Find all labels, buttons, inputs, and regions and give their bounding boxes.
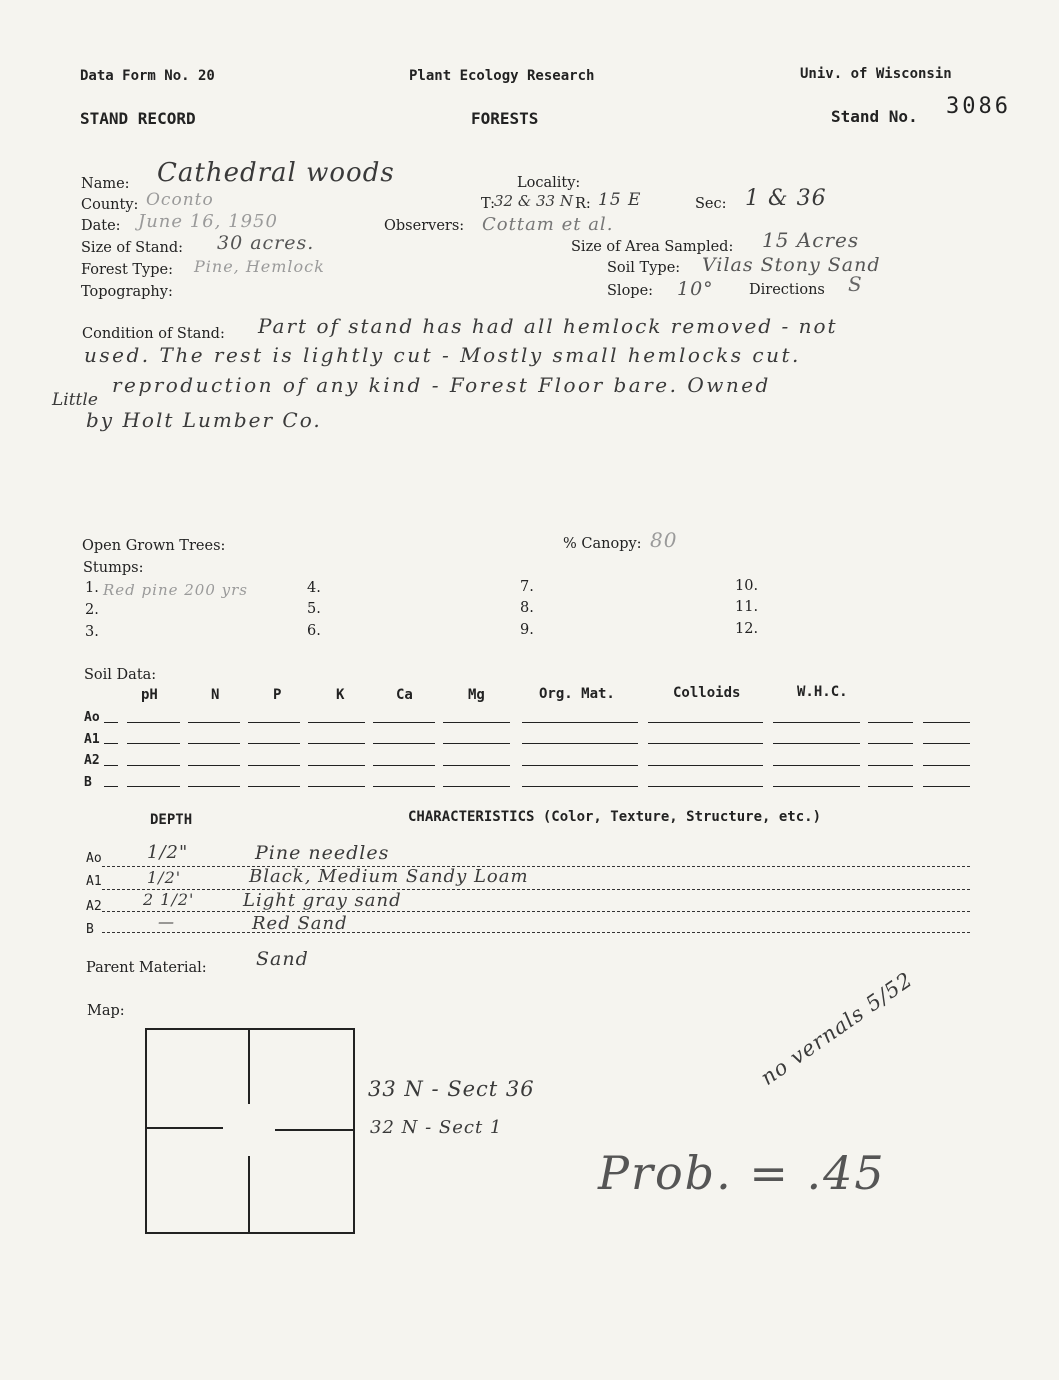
section-value: 1 & 36 [745,186,827,211]
soil-col-header: Colloids [673,685,741,701]
slope-label: Slope: [607,283,654,299]
horizon-label: A2 [86,899,102,914]
stump-number: 8. [520,600,534,616]
horizon-label: A1 [86,874,102,889]
soil-row-label: B [84,775,92,790]
soil-blank-line [188,743,240,744]
size-area-label: Size of Area Sampled: [571,239,734,255]
township-value: 32 & 33 N [494,192,573,210]
vernals-note: no vernals 5/52 [756,967,918,1090]
soil-blank-line [188,765,240,766]
section-map [145,1028,355,1234]
soil-blank-line [373,743,435,744]
horizon-desc: Pine needles [255,842,390,864]
univ-name: Univ. of Wisconsin [800,66,952,82]
soil-blank-line [868,743,913,744]
horizon-depth: — [158,912,175,931]
soil-blank-line [104,786,118,787]
range-label: R: [575,196,591,212]
stump-number: 11. [735,599,759,615]
soil-blank-line [188,786,240,787]
forest-type-label: Forest Type: [81,262,173,278]
soil-blank-line [923,743,970,744]
stump-number: 10. [735,578,759,594]
stand-number: 3086 [946,94,1011,119]
topography-label: Topography: [81,284,173,300]
stump-number: 6. [307,623,321,639]
observers-value: Cottam et al. [482,214,614,235]
directions-label: Directions [749,282,825,298]
soil-type-value: Vilas Stony Sand [702,254,881,276]
horizon-depth: 2 1/2' [143,890,195,909]
soil-blank-line [522,722,638,723]
observers-label: Observers: [384,218,465,234]
horizon-depth: 1/2" [147,842,189,863]
soil-blank-line [188,722,240,723]
soil-blank-line [373,765,435,766]
soil-blank-line [248,743,300,744]
soil-blank-line [923,786,970,787]
horizon-label: B [86,922,94,937]
soil-blank-line [868,786,913,787]
soil-row-label: A1 [84,732,100,747]
name-value: Cathedral woods [157,158,395,188]
name-label: Name: [81,176,130,192]
county-label: County: [81,197,139,213]
forest-type-value: Pine, Hemlock [194,257,325,276]
soil-blank-line [773,786,860,787]
soil-blank-line [373,722,435,723]
condition-line-1: Part of stand has had all hemlock removed - not [258,314,838,338]
soil-blank-line [127,765,180,766]
soil-col-header: N [211,687,220,703]
canopy-label: % Canopy: [563,536,642,552]
horizon-line [102,932,970,933]
soil-col-header: W.H.C. [797,684,848,700]
soil-blank-line [443,743,510,744]
date-value: June 16, 1950 [138,211,278,232]
soil-blank-line [522,743,638,744]
horizon-desc: Light gray sand [243,890,402,911]
soil-blank-line [923,765,970,766]
size-area-value: 15 Acres [762,228,860,252]
map-note-2: 32 N - Sect 1 [370,1117,503,1138]
stump-value: Red pine 200 yrs [103,581,248,599]
map-label: Map: [87,1003,125,1019]
horizon-depth: 1/2' [147,868,182,887]
soil-row-label: Ao [84,710,100,725]
horizon-desc: Black, Medium Sandy Loam [249,866,529,887]
soil-blank-line [868,722,913,723]
soil-blank-line [104,765,118,766]
soil-blank-line [648,743,763,744]
slope-value: 10° [677,278,714,300]
soil-blank-line [308,743,365,744]
stump-number: 4. [307,580,321,596]
horizon-line [102,889,970,890]
condition-line-4: by Holt Lumber Co. [86,408,322,432]
stump-number: 12. [735,621,759,637]
soil-col-header: K [336,687,345,703]
soil-blank-line [923,722,970,723]
soil-blank-line [522,786,638,787]
form-title: STAND RECORD [80,109,196,128]
stump-number: 9. [520,622,534,638]
map-line [248,1030,250,1104]
stump-number: 2. [85,602,99,618]
stump-number: 5. [307,601,321,617]
soil-blank-line [443,765,510,766]
map-line [147,1127,223,1129]
horizon-label: Ao [86,851,102,866]
probability-note: Prob. = .45 [598,1146,886,1200]
size-stand-value: 30 acres. [217,232,315,254]
soil-blank-line [127,722,180,723]
depth-header: DEPTH [150,812,193,828]
soil-blank-line [443,722,510,723]
locality-label: Locality: [517,175,581,191]
soil-blank-line [868,765,913,766]
township-label: T: [481,196,496,212]
section-label: Sec: [695,196,727,212]
form-number: Data Form No. 20 [80,68,215,84]
stump-number: 1. [85,580,99,596]
stumps-label: Stumps: [83,560,144,576]
parent-material-value: Sand [256,948,309,970]
soil-blank-line [104,743,118,744]
soil-col-header: P [273,687,282,703]
horizon-desc: Red Sand [252,913,348,934]
soil-blank-line [248,765,300,766]
soil-blank-line [522,765,638,766]
soil-blank-line [648,786,763,787]
date-label: Date: [81,218,121,234]
soil-blank-line [104,722,118,723]
map-note-1: 33 N - Sect 36 [368,1077,535,1101]
horizon-line [102,911,970,912]
soil-col-header: Mg [468,687,485,703]
map-line [248,1156,250,1232]
range-value: 15 E [598,190,642,210]
soil-type-label: Soil Type: [607,260,681,276]
soil-blank-line [648,722,763,723]
direction-value: S [848,272,863,296]
soil-col-header: Ca [396,687,413,703]
soil-row-label: A2 [84,753,100,768]
stump-number: 7. [520,579,534,595]
soil-blank-line [308,765,365,766]
characteristics-header: CHARACTERISTICS (Color, Texture, Structure, etc.) [408,809,822,825]
soil-blank-line [773,743,860,744]
canopy-value: 80 [650,528,678,552]
form-center: Plant Ecology Research [409,68,595,84]
stump-number: 3. [85,624,99,640]
soil-blank-line [248,722,300,723]
stand-no-label: Stand No. [831,107,918,126]
horizon-line [102,866,970,867]
soil-blank-line [373,786,435,787]
condition-margin-note: Little [52,390,98,410]
soil-blank-line [443,786,510,787]
condition-label: Condition of Stand: [82,326,225,342]
soil-blank-line [773,765,860,766]
soil-blank-line [127,743,180,744]
soil-blank-line [648,765,763,766]
soil-col-header: Org. Mat. [539,686,615,702]
map-line [275,1129,353,1131]
condition-line-2: used. The rest is lightly cut - Mostly small hemlocks cut. [84,343,801,367]
soil-blank-line [248,786,300,787]
county-value: Oconto [146,190,214,210]
size-stand-label: Size of Stand: [81,240,184,256]
soil-data-label: Soil Data: [84,667,157,683]
soil-col-header: pH [141,687,158,703]
soil-blank-line [773,722,860,723]
condition-line-3: reproduction of any kind - Forest Floor bare. Owned [112,373,771,397]
soil-blank-line [308,786,365,787]
form-forests: FORESTS [471,109,539,128]
soil-blank-line [127,786,180,787]
parent-material-label: Parent Material: [86,960,207,976]
open-grown-label: Open Grown Trees: [82,538,226,554]
soil-blank-line [308,722,365,723]
